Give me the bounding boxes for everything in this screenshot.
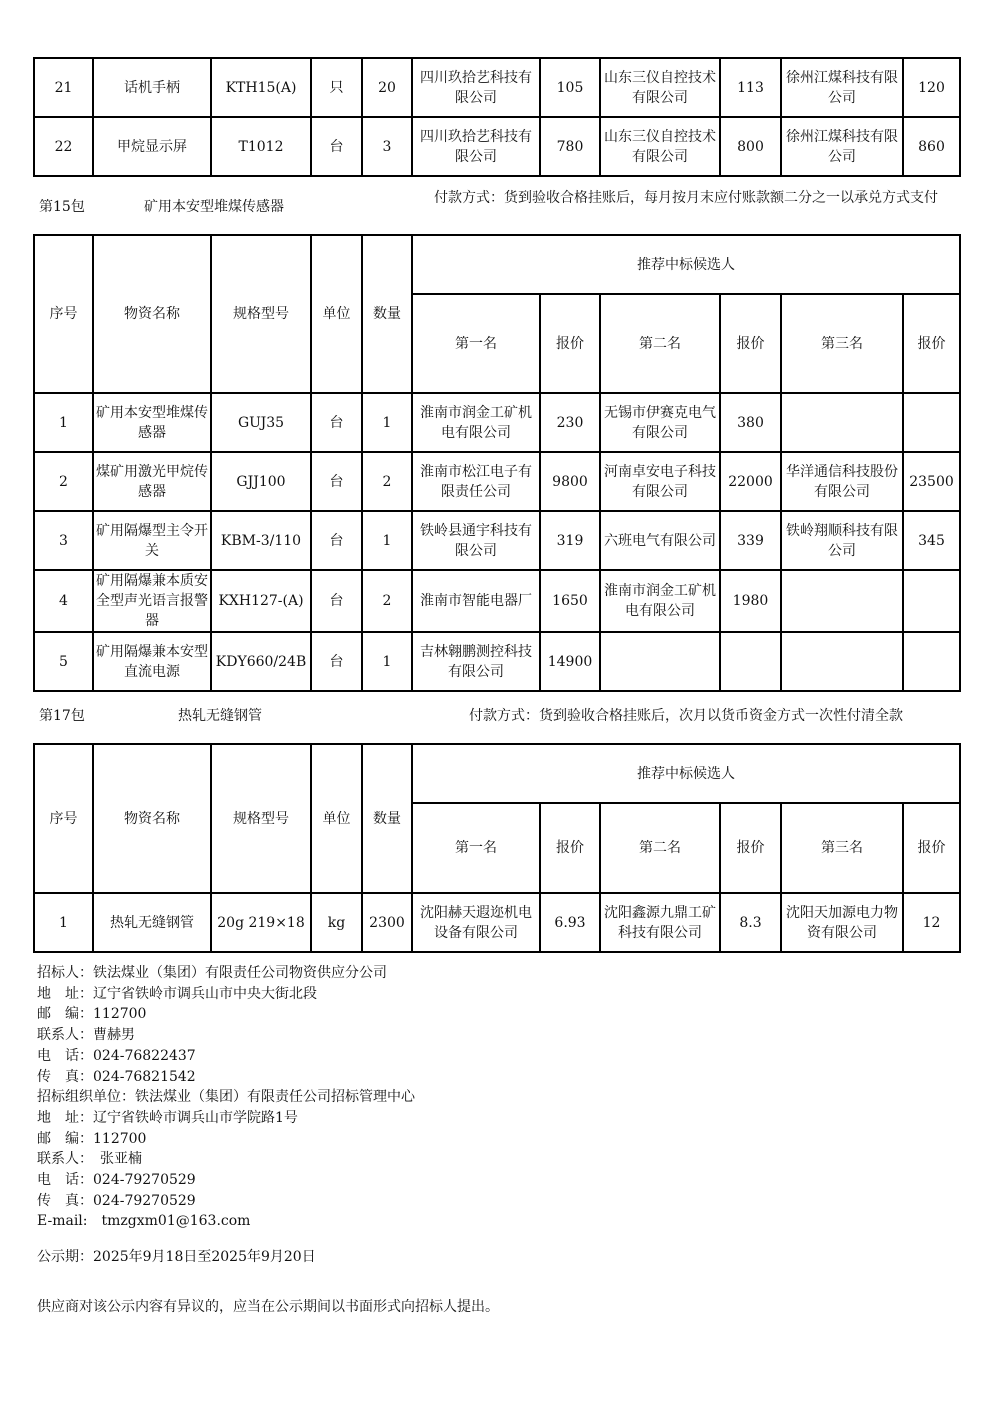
unit: 台 — [311, 117, 362, 176]
third-price: 12 — [903, 893, 960, 952]
third-candidate — [781, 632, 903, 691]
unit: kg — [311, 893, 362, 952]
notice-period: 公示期：2025年9月18日至2025年9月20日 — [37, 1249, 316, 1265]
second-price — [720, 632, 781, 691]
second-price: 800 — [720, 117, 781, 176]
pkg15-label: 第15包 — [39, 199, 85, 215]
unit: 台 — [311, 393, 362, 452]
row-number: 4 — [34, 570, 93, 632]
contact-line: 邮 编：112700 — [37, 1130, 147, 1147]
first-candidate: 淮南市松江电子有限责任公司 — [412, 452, 540, 511]
pkg15-payment: 付款方式：货到验收合格挂账后，每月按月末应付账款额二分之一以承兑方式支付 — [434, 190, 938, 206]
model: KBM-3/110 — [211, 511, 311, 570]
model: KDY660/24B — [211, 632, 311, 691]
unit: 台 — [311, 632, 362, 691]
col-header-price-1: 报价 — [540, 803, 600, 893]
pkg17-title: 热轧无缝钢管 — [178, 708, 262, 724]
unit: 台 — [311, 452, 362, 511]
row-number: 1 — [34, 393, 93, 452]
col-header-second: 第二名 — [600, 803, 720, 893]
col-header-recommend: 推荐中标候选人 — [412, 235, 960, 294]
unit: 只 — [311, 58, 362, 117]
quantity: 1 — [362, 511, 412, 570]
col-header-recommend: 推荐中标候选人 — [412, 744, 960, 803]
col-header-model: 规格型号 — [211, 235, 311, 393]
col-header-first: 第一名 — [412, 803, 540, 893]
first-candidate: 四川玖拾艺科技有限公司 — [412, 117, 540, 176]
first-price: 780 — [540, 117, 600, 176]
third-price: 120 — [903, 58, 960, 117]
third-price — [903, 570, 960, 632]
table-row — [34, 58, 960, 117]
model: T1012 — [211, 117, 311, 176]
third-candidate: 沈阳天加源电力物资有限公司 — [781, 893, 903, 952]
quantity: 3 — [362, 117, 412, 176]
objection-notice: 供应商对该公示内容有异议的，应当在公示期间以书面形式向招标人提出。 — [37, 1299, 499, 1315]
item-name: 甲烷显示屏 — [93, 117, 211, 176]
col-header-first: 第一名 — [412, 294, 540, 393]
contact-line: 地 址：辽宁省铁岭市调兵山市学院路1号 — [37, 1109, 298, 1126]
first-candidate: 铁岭县通宇科技有限公司 — [412, 511, 540, 570]
quantity: 1 — [362, 393, 412, 452]
second-price: 1980 — [720, 570, 781, 632]
contact-line: 地 址：辽宁省铁岭市调兵山市中央大街北段 — [37, 985, 317, 1002]
table-row — [34, 452, 960, 511]
second-price: 8.3 — [720, 893, 781, 952]
model: GJJ100 — [211, 452, 311, 511]
col-header-no: 序号 — [34, 744, 93, 893]
first-candidate: 吉林翱鹏测控科技有限公司 — [412, 632, 540, 691]
first-candidate: 淮南市智能电器厂 — [412, 570, 540, 632]
contact-line: 招标组织单位：铁法煤业（集团）有限责任公司招标管理中心 — [37, 1089, 415, 1106]
col-header-second: 第二名 — [600, 294, 720, 393]
contact-line: 传 真：024-76821542 — [37, 1068, 196, 1085]
item-name: 煤矿用激光甲烷传感器 — [93, 452, 211, 511]
quantity: 2300 — [362, 893, 412, 952]
col-header-qty: 数量 — [362, 235, 412, 393]
pkg17-label: 第17包 — [39, 708, 85, 724]
table-row — [34, 570, 960, 632]
item-name: 话机手柄 — [93, 58, 211, 117]
first-price: 14900 — [540, 632, 600, 691]
first-price: 6.93 — [540, 893, 600, 952]
item-name: 矿用隔爆兼本安型直流电源 — [93, 632, 211, 691]
item-name: 矿用隔爆兼本质安全型声光语言报警器 — [93, 570, 211, 632]
second-candidate: 六班电气有限公司 — [600, 511, 720, 570]
first-price: 319 — [540, 511, 600, 570]
col-header-unit: 单位 — [311, 235, 362, 393]
first-price: 105 — [540, 58, 600, 117]
pkg15-title: 矿用本安型堆煤传感器 — [144, 199, 284, 215]
col-header-price-2: 报价 — [720, 294, 781, 393]
contact-line: 传 真：024-79270529 — [37, 1192, 196, 1209]
col-header-price-1: 报价 — [540, 294, 600, 393]
quantity: 2 — [362, 452, 412, 511]
col-header-model: 规格型号 — [211, 744, 311, 893]
col-header-third: 第三名 — [781, 294, 903, 393]
third-candidate — [781, 570, 903, 632]
second-candidate: 山东三仪自控技术有限公司 — [600, 117, 720, 176]
third-candidate: 徐州江煤科技有限公司 — [781, 58, 903, 117]
item-name: 矿用隔爆型主令开关 — [93, 511, 211, 570]
col-header-price-3: 报价 — [903, 294, 960, 393]
contact-line: 邮 编：112700 — [37, 1006, 147, 1023]
row-number: 21 — [34, 58, 93, 117]
model: 20g 219×18 — [211, 893, 311, 952]
second-candidate: 无锡市伊赛克电气有限公司 — [600, 393, 720, 452]
row-number: 5 — [34, 632, 93, 691]
contact-line: 电 话：024-76822437 — [37, 1047, 196, 1064]
row-number: 22 — [34, 117, 93, 176]
col-header-name: 物资名称 — [93, 235, 211, 393]
first-candidate: 四川玖拾艺科技有限公司 — [412, 58, 540, 117]
second-candidate: 山东三仪自控技术有限公司 — [600, 58, 720, 117]
top-continuation-table — [33, 57, 961, 177]
model: KTH15(A) — [211, 58, 311, 117]
table-row — [34, 632, 960, 691]
first-candidate: 淮南市润金工矿机电有限公司 — [412, 393, 540, 452]
second-price: 113 — [720, 58, 781, 117]
second-candidate: 河南卓安电子科技有限公司 — [600, 452, 720, 511]
contact-line: 电 话：024-79270529 — [37, 1172, 196, 1188]
item-name: 热轧无缝钢管 — [93, 893, 211, 952]
col-header-third: 第三名 — [781, 803, 903, 893]
first-price: 9800 — [540, 452, 600, 511]
col-header-unit: 单位 — [311, 744, 362, 893]
table-row — [34, 511, 960, 570]
third-price: 345 — [903, 511, 960, 570]
third-candidate: 华洋通信科技股份有限公司 — [781, 452, 903, 511]
third-price: 23500 — [903, 452, 960, 511]
table-row — [34, 893, 960, 952]
third-candidate: 徐州江煤科技有限公司 — [781, 117, 903, 176]
third-price: 860 — [903, 117, 960, 176]
model: GUJ35 — [211, 393, 311, 452]
third-price — [903, 393, 960, 452]
quantity: 2 — [362, 570, 412, 632]
item-name: 矿用本安型堆煤传感器 — [93, 393, 211, 452]
first-candidate: 沈阳赫天遐迩机电设备有限公司 — [412, 893, 540, 952]
col-header-price-3: 报价 — [903, 803, 960, 893]
row-number: 1 — [34, 893, 93, 952]
second-price: 380 — [720, 393, 781, 452]
pkg17-table — [33, 743, 961, 953]
third-candidate — [781, 393, 903, 452]
first-price: 230 — [540, 393, 600, 452]
row-number: 2 — [34, 452, 93, 511]
second-candidate: 沈阳鑫源九鼎工矿科技有限公司 — [600, 893, 720, 952]
unit: 台 — [311, 570, 362, 632]
pkg15-table — [33, 234, 961, 692]
second-candidate: 淮南市润金工矿机电有限公司 — [600, 570, 720, 632]
table-row — [34, 117, 960, 176]
col-header-name: 物资名称 — [93, 744, 211, 893]
first-price: 1650 — [540, 570, 600, 632]
col-header-qty: 数量 — [362, 744, 412, 893]
row-number: 3 — [34, 511, 93, 570]
col-header-no: 序号 — [34, 235, 93, 393]
contact-line: 联系人： 张亚楠 — [37, 1151, 142, 1168]
second-candidate — [600, 632, 720, 691]
contact-line: E-mail: tmzgxm01@163.com — [37, 1213, 251, 1230]
contact-line: 联系人：曹赫男 — [37, 1027, 135, 1044]
pkg17-payment: 付款方式：货到验收合格挂账后，次月以货币资金方式一次性付清全款 — [469, 708, 903, 724]
contact-line: 招标人：铁法煤业（集团）有限责任公司物资供应分公司 — [37, 965, 387, 981]
unit: 台 — [311, 511, 362, 570]
second-price: 22000 — [720, 452, 781, 511]
third-candidate: 铁岭翔顺科技有限公司 — [781, 511, 903, 570]
col-header-price-2: 报价 — [720, 803, 781, 893]
second-price: 339 — [720, 511, 781, 570]
quantity: 1 — [362, 632, 412, 691]
quantity: 20 — [362, 58, 412, 117]
table-row — [34, 393, 960, 452]
third-price — [903, 632, 960, 691]
model: KXH127-(A) — [211, 570, 311, 632]
